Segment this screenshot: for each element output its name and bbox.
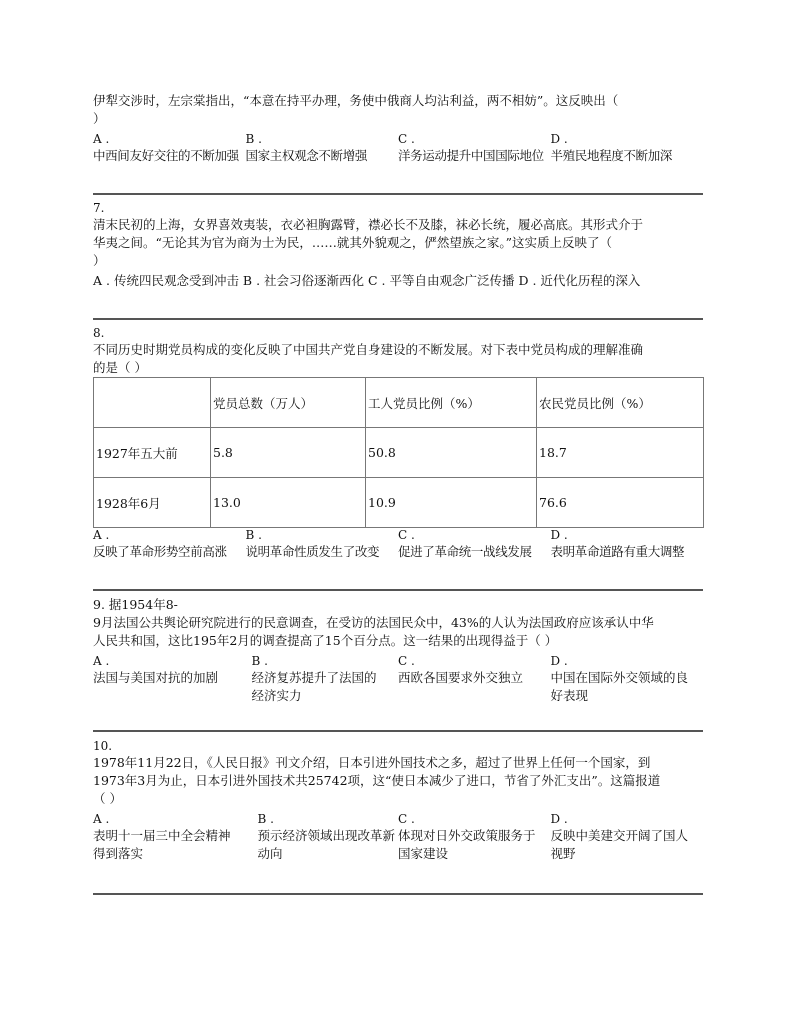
table-header-cell: 党员总数（万人） [211, 378, 366, 428]
question-10-stem-line-1: 1978年11月22日，《人民日报》刊文介绍，日本引进外国技术之多，超过了世界上任何一个国家，到 [93, 755, 651, 770]
table-cell: 76.6 [537, 478, 704, 528]
option-text: 说明革命性质发生了改变 [245, 544, 380, 559]
question-9-option-d[interactable]: D . 中国在国际外交领域的良好表现 [551, 654, 704, 705]
table-row [94, 428, 704, 478]
question-10-number: 10. [93, 739, 113, 753]
question-6-option-c[interactable]: C . 洋务运动提升中国国际地位 [398, 132, 551, 165]
question-9-option-b[interactable]: B . 经济复苏提升了法国的经济实力 [246, 654, 399, 705]
table-cell: 10.9 [366, 478, 537, 528]
option-text: 法国与美国对抗的加剧 [93, 670, 219, 685]
table-cell: 13.0 [211, 478, 366, 528]
table-row [94, 478, 704, 528]
question-divider [93, 730, 703, 732]
question-8 [93, 325, 703, 377]
question-9-option-c[interactable]: C . 西欧各国要求外交独立 [398, 654, 551, 705]
question-divider [93, 589, 703, 591]
question-9-stem-line-2: 9月法国公共舆论研究院进行的民意调查，在受访的法国民众中，43%的人认为法国政府应该承认中华 [93, 615, 654, 630]
question-divider [93, 893, 703, 895]
question-8-stem-line-1: 不同历史时期党员构成的变化反映了中国共产党自身建设的不断发展。对下表中党员构成的理解准确 [93, 342, 644, 357]
question-6-option-b[interactable]: B . 国家主权观念不断增强 [246, 132, 399, 165]
option-text: 预示经济领域出现改革新动向 [257, 828, 396, 861]
question-6-options [93, 132, 703, 165]
table-header-cell [94, 378, 211, 428]
table-cell: 18.7 [537, 428, 704, 478]
question-7 [93, 200, 703, 290]
question-8-option-c[interactable]: C . 促进了革命统一战线发展 [398, 528, 551, 561]
question-8-option-b[interactable]: B . 说明革命性质发生了改变 [246, 528, 399, 561]
option-text: 表明革命道路有重大调整 [550, 544, 685, 559]
table-header-row [94, 378, 704, 428]
question-9 [93, 596, 703, 650]
question-10-option-c[interactable]: C . 体现对日外交政策服务于国家建设 [398, 812, 551, 863]
option-text: 反映中美建交开阔了国人视野 [550, 828, 689, 861]
question-10 [93, 738, 703, 808]
question-7-stem-line-1: 清末民初的上海，女界喜效夷装，衣必袒胸露臂，襟必长不及膝，袜必长统，履必高底。其形式介于 [93, 217, 644, 232]
question-7-number: 7. [93, 201, 105, 215]
question-10-stem-line-2: 1973年3月为止，日本引进外国技术共25742项，这“使日本减少了进口，节省了外汇支出”。这篇报道 [93, 773, 661, 788]
question-9-stem-line-1: 9. 据1954年8- [93, 597, 178, 612]
table-header-cell: 工人党员比例（%） [366, 378, 537, 428]
question-6-option-a[interactable]: A . 中西间友好交往的不断加强 [93, 132, 246, 165]
question-10-option-d[interactable]: D . 反映中美建交开阔了国人视野 [551, 812, 704, 863]
option-text: 国家主权观念不断增强 [245, 148, 368, 163]
party-composition-table [93, 377, 704, 528]
question-7-options[interactable]: A . 传统四民观念受到冲击 B . 社会习俗逐渐西化 C . 平等自由观念广泛传播 D . 近代化历程的深入 [93, 273, 641, 288]
option-text: 反映了革命形势空前高涨 [93, 544, 227, 559]
question-8-option-a[interactable]: A . 反映了革命形势空前高涨 [93, 528, 246, 561]
question-6-stem-line-1: 伊犁交涉时，左宗棠指出，“本意在持平办理，务使中俄商人均沾利益，两不相妨”。这反映出（ [93, 93, 619, 108]
question-6-option-d[interactable]: D . 半殖民地程度不断加深 [551, 132, 704, 165]
question-7-stem-line-2: 华夷之间。“无论其为官为商为士为民，……就其外貌观之，俨然望族之家。”这实质上反映了（ [93, 235, 613, 250]
table-cell: 1927年五大前 [94, 428, 211, 478]
question-8-option-d[interactable]: D . 表明革命道路有重大调整 [551, 528, 704, 561]
question-6 [93, 92, 703, 128]
question-divider [93, 318, 703, 320]
question-10-stem-line-3: （ ） [93, 791, 122, 806]
question-10-options [93, 812, 703, 863]
question-divider [93, 193, 703, 195]
option-text: 表明十一届三中全会精神得到落实 [93, 828, 231, 861]
table-cell: 1928年6月 [94, 478, 211, 528]
table-cell: 50.8 [366, 428, 537, 478]
option-text: 洋务运动提升中国国际地位 [398, 148, 544, 163]
option-text: 中国在国际外交领域的良好表现 [550, 670, 689, 703]
question-6-stem-line-2: ） [93, 111, 106, 126]
option-text: 经济复苏提升了法国的经济实力 [251, 670, 377, 703]
table-cell: 5.8 [211, 428, 366, 478]
option-text: 半殖民地程度不断加深 [550, 148, 673, 163]
question-8-stem-line-2: 的是（ ） [93, 360, 147, 375]
question-9-stem-line-3: 人民共和国，这比195年2月的调查提高了15个百分点。这一结果的出现得益于（ ） [93, 633, 558, 648]
option-text: 促进了革命统一战线发展 [398, 544, 532, 559]
option-text: 中西间友好交往的不断加强 [93, 148, 239, 163]
option-text: 体现对日外交政策服务于国家建设 [398, 828, 536, 861]
option-text: 西欧各国要求外交独立 [398, 670, 524, 685]
question-8-options [93, 528, 703, 561]
question-8-number: 8. [93, 326, 105, 340]
question-10-option-a[interactable]: A . 表明十一届三中全会精神得到落实 [93, 812, 246, 863]
question-9-option-a[interactable]: A . 法国与美国对抗的加剧 [93, 654, 246, 705]
table-header-cell: 农民党员比例（%） [537, 378, 704, 428]
question-10-option-b[interactable]: B . 预示经济领域出现改革新动向 [246, 812, 399, 863]
question-7-stem-line-3: ） [93, 253, 106, 268]
question-9-options [93, 654, 703, 705]
